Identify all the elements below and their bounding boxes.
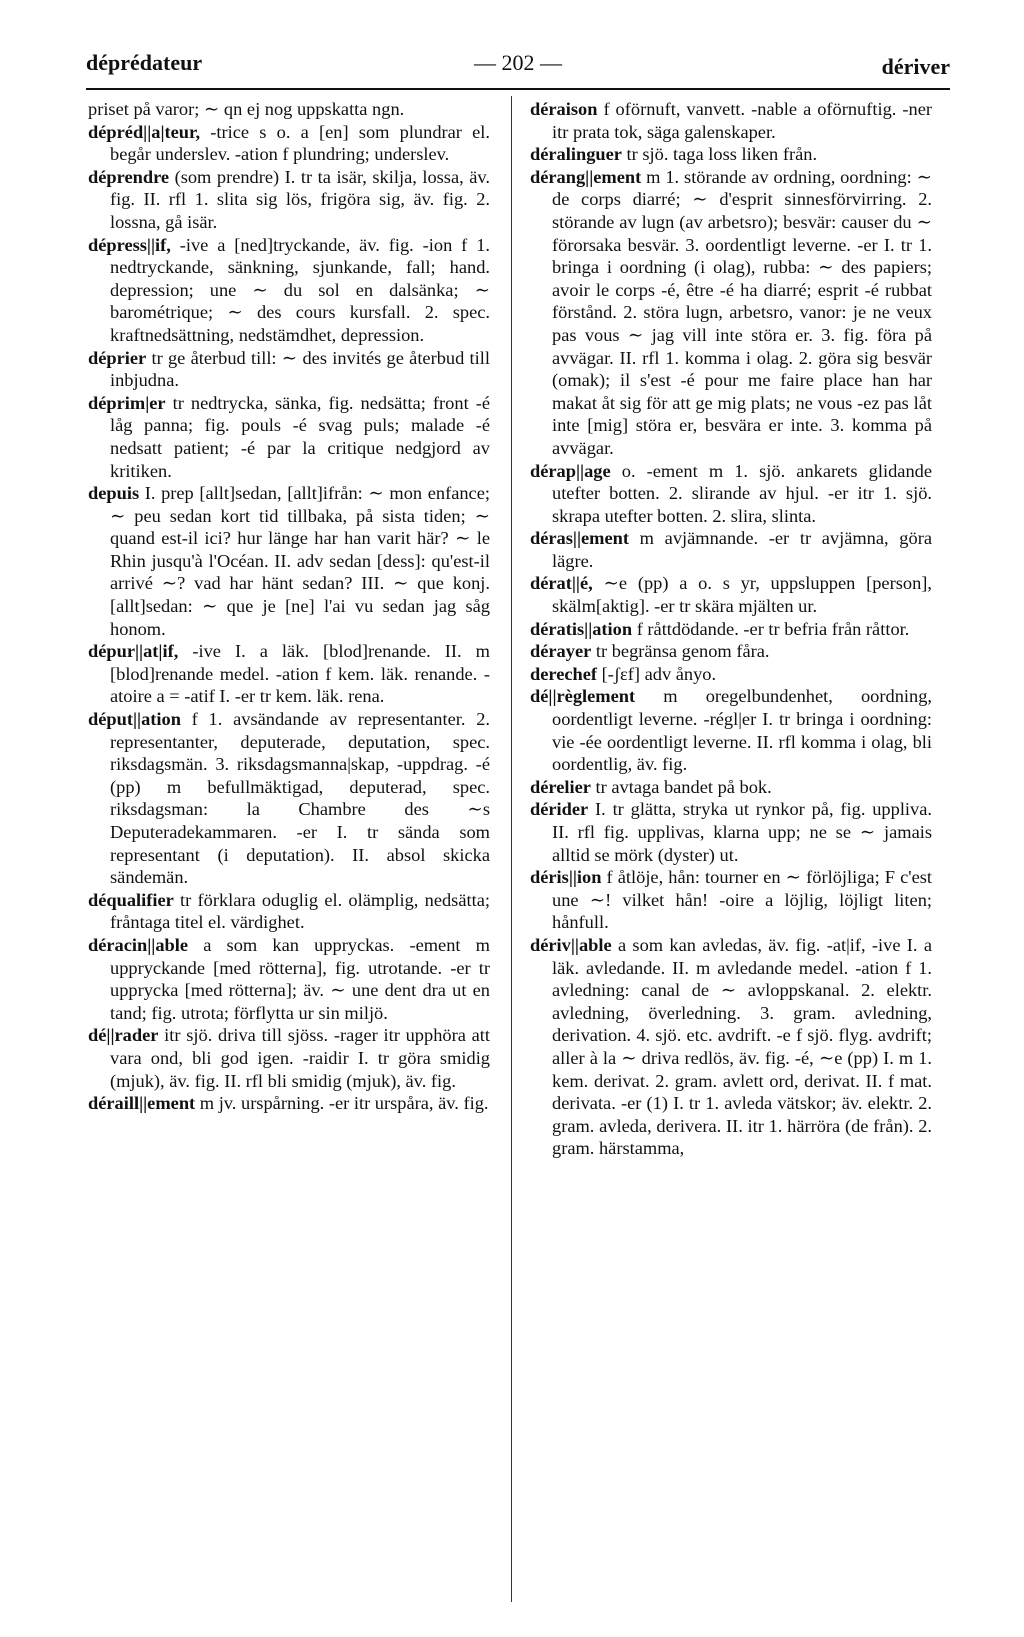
entry: priset på varor; ∼ qn ej nog uppskatta ngn. — [88, 99, 405, 119]
header-first-word: déprédateur — [86, 50, 203, 75]
entry: déracin||able a som kan uppryckas. -ement m uppryckande [med rötterna], fig. utrotande. -er tr upprycka [med rötterna]; äv. ∼ une dent dra ut en tand; fig. utrota; förflytta ur sin miljö. — [88, 934, 490, 1023]
entry: dé||règlement m oregelbundenhet, oordning, oordentligt leverne. -régl|er I. tr bringa i oordning: vie -ée oordentligt leverne. II. rfl komma i olag, bli oordentlig, äv. fig. — [530, 686, 932, 775]
entry: dépur||at|if, -ive I. a läk. [blod]renande. II. m [blod]renande medel. -ation f kem. läk. renande. -atoire a = -atif I. -er tr kem. läk. rena. — [88, 641, 490, 707]
entry: déraison f oförnuft, vanvett. -nable a oförnuftig. -ner itr prata tok, säga galenskaper. — [530, 99, 932, 142]
entry: depuis I. prep [allt]sedan, [allt]ifrån: ∼ mon enfance; ∼ peu sedan kort tid tillbaka, på sista tiden; ∼ quand est-il ici? hur länge har han varit här? ∼ le Rhin jusqu'à l'Océan. II. adv sedan [dess]: qu'est-il arrivé ∼? vad har hänt sedan? III. ∼ que konj. [allt]sedan: ∼ que je [ne] l'ai vu sedan jag såg honom. — [88, 483, 490, 639]
entry: dérelier tr avtaga bandet på bok. — [530, 776, 772, 797]
entry: déraill||ement m jv. urspårning. -er itr urspåra, äv. fig. — [88, 1093, 489, 1114]
entry: déqualifier tr förklara oduglig el. olämplig, nedsätta; fråntaga titel el. värdighet. — [88, 889, 490, 933]
entry: déput||ation f 1. avsändande av representanter. 2. representanter, deputerade, deputation, spec. riksdagsmän. 3. riksdagsmanna|skap, -uppdrag. -é (pp) m befullmäktigad, deputerad, spec. riksdagsman: la Chambre des ∼s Deputeradekammaren. -er I. tr sända som representant (i deputation). II. absol skicka sändemän. — [88, 709, 490, 888]
entry: déprier tr ge återbud till: ∼ des invités ge återbud till inbjudna. — [88, 347, 490, 391]
entry: dératis||ation f råttdödande. -er tr befria från råttor. — [530, 618, 910, 639]
entry: dérayer tr begränsa genom fåra. — [530, 641, 770, 662]
entry: derechef [-ʃɛf] adv ånyo. — [530, 663, 717, 684]
left-column — [88, 98, 490, 1115]
entry: déras||ement m avjämnande. -er tr avjämna, göra lägre. — [530, 528, 932, 571]
entry: dépréd||a|teur, -trice s o. a [en] som plundrar el. begår underslev. -ation f plundring; underslev. — [88, 121, 490, 165]
entry: dé||rader itr sjö. driva till sjöss. -rager itr upphöra att vara ond, bli god igen. -raidir I. tr göra smidig (mjuk), äv. fig. II. rfl bli smidig (mjuk), äv. fig. — [88, 1025, 490, 1091]
right-column — [530, 98, 932, 1160]
entry: dérider I. tr glätta, stryka ut rynkor på, fig. uppliva. II. rfl fig. upplivas, klarna upp; ne se ∼ jamais alltid se mörk (dyster) ut. — [530, 799, 932, 865]
entry: dérang||ement m 1. störande av ordning, oordning: ∼ de corps diarré; ∼ d'esprit sinnesförvirring. 2. störande av lugn (av arbetsro); besvär: causer du ∼ förorsaka besvär. 3. oordentligt leverne. -er I. tr 1. bringa i oordning (i olag), rubba: ∼ des papiers; avoir le corps -é, être -é ha diarré; esprit -é rubbat förstånd. 2. störa lugn, arbetsro, vanor: je ne veux pas vous ∼ jag vill inte störa er. 3. fig. föra på avvägar. II. rfl 1. komma i olag. 2. göra sig besvär (omak); il s'est -é pour me faire place han har makat åt sig för att ge mig plats; ne vous -ez pas låt inte [mig] störa er, besvära er inte. 3. komma på avvägar. — [530, 166, 932, 458]
column-divider — [511, 96, 512, 1602]
header-last-word: dériver — [881, 54, 950, 79]
entry: dériv||able a som kan avledas, äv. fig. -at|if, -ive I. a läk. avledande. II. m avledande medel. -ation f 1. avledning: canal de ∼ avloppskanal. 2. elektr. avledning, överledning. 3. gram. avledning, derivation. 4. sjö. etc. avdrift. -e f sjö. flyg. avdrift; aller à la ∼ driva redlös, äv. fig. -é, ∼e (pp) I. m 1. kem. derivat. 2. gram. avlett ord, derivat. II. f mat. derivata. -er (1) I. tr 1. avleda vätskor; äv. elektr. 2. gram. avleda, derivera. II. itr 1. härröra (de från). 2. gram. härstamma, — [530, 934, 932, 1159]
entry: déprim|er tr nedtrycka, sänka, fig. nedsätta; front -é låg panna; fig. pouls -é svag puls; malade -é nedsatt patient; -é par la critique nedgjord av kritiken. — [88, 392, 490, 481]
page-number: — 202 — — [474, 50, 562, 75]
entry: dérat||é, ∼e (pp) a o. s yr, uppsluppen [person], skälm[aktig]. -er tr skära mjälten ur. — [530, 573, 932, 617]
entry: déris||ion f åtlöje, hån: tourner en ∼ förlöjliga; F c'est une ∼! vilket hån! -oire a löjlig, löjligt liten; hånfull. — [530, 867, 932, 933]
header-rule — [86, 88, 950, 90]
page-header — [86, 42, 950, 82]
entry: déralinguer tr sjö. taga loss liken från. — [530, 144, 818, 165]
entry: dérap||age o. -ement m 1. sjö. ankarets glidande utefter botten. 2. slirande av hjul. -er itr 1. sjö. skrapa utefter botten. 2. slira, slinta. — [530, 460, 932, 526]
entry: dépress||if, -ive a [ned]tryckande, äv. fig. -ion f 1. nedtryckande, sänkning, sjunkande, fall; hand. depression; une ∼ du sol en dalsänka; ∼ barométrique; ∼ des cours kursfall. 2. spec. kraftnedsättning, nedstämdhet, depression. — [88, 234, 490, 345]
entry: déprendre (som prendre) I. tr ta isär, skilja, lossa, äv. fig. II. rfl 1. slita sig lös, frigöra sig, äv. fig. 2. lossna, gå isär. — [88, 166, 490, 232]
